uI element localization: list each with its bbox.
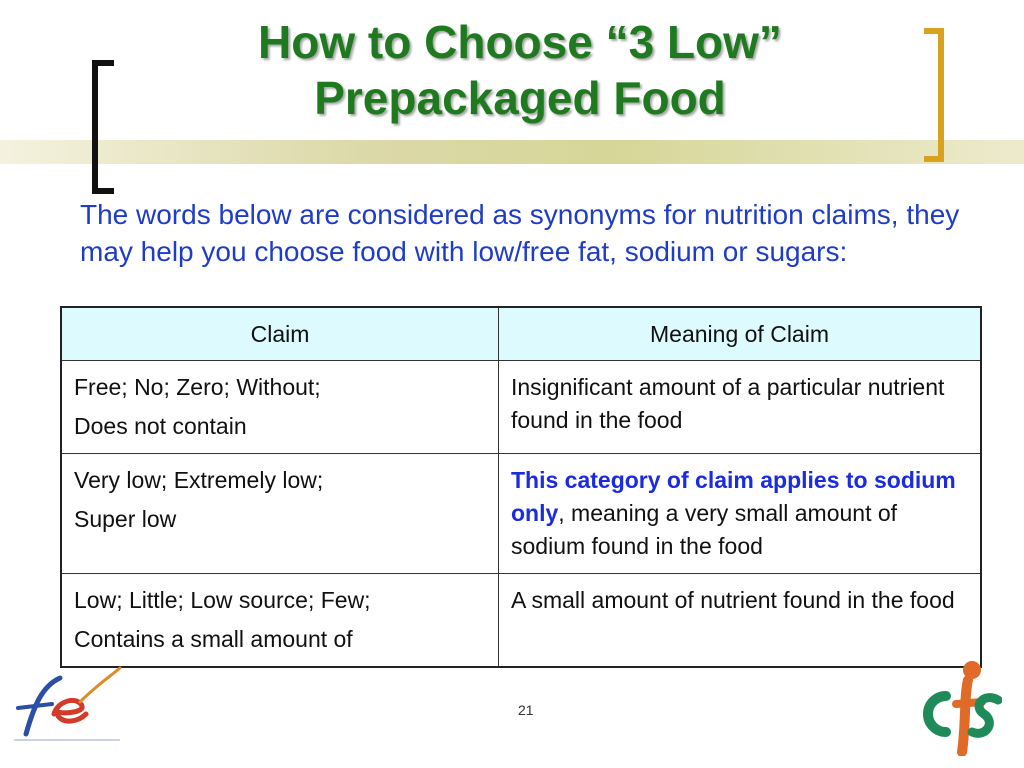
claim-line: Free; No; Zero; Without; [74, 374, 321, 400]
left-bracket-decoration [92, 60, 114, 194]
table-row [61, 454, 981, 574]
intro-text: The words below are considered as synonyms for nutrition claims, they may help you choose food with low/free fat, sodium or sugars: [80, 199, 960, 267]
meaning-text: A small amount of nutrient found in the food [511, 587, 955, 613]
fei-logo [8, 656, 126, 748]
slide-title [140, 14, 900, 126]
decorative-stripe [0, 140, 1024, 164]
table-header-row [61, 307, 981, 361]
meaning-text: Insignificant amount of a particular nutrient found in the food [511, 374, 945, 433]
meaning-emphasis: This category of claim applies to sodium only [511, 467, 956, 526]
meaning-cell [499, 574, 982, 668]
table-row [61, 574, 981, 668]
claim-line: Super low [74, 506, 177, 532]
page-number: 21 [518, 702, 534, 718]
title-line-2: Prepackaged Food [314, 72, 726, 124]
claims-table [60, 306, 982, 668]
claim-cell [61, 361, 499, 454]
claim-line: Very low; Extremely low; [74, 467, 324, 493]
claim-cell [61, 454, 499, 574]
claim-cell [61, 574, 499, 668]
title-line-1: How to Choose “3 Low” [258, 16, 782, 68]
meaning-cell [499, 361, 982, 454]
meaning-text: , meaning a very small amount of sodium found in the food [511, 500, 898, 559]
cfs-logo [912, 656, 1002, 756]
header-meaning: Meaning of Claim [499, 307, 982, 361]
claim-line: Contains a small amount of [74, 626, 353, 652]
claim-line: Does not contain [74, 413, 247, 439]
header-claim: Claim [61, 307, 499, 361]
table-row [61, 361, 981, 454]
meaning-cell [499, 454, 982, 574]
claim-line: Low; Little; Low source; Few; [74, 587, 371, 613]
right-bracket-decoration [924, 28, 944, 162]
